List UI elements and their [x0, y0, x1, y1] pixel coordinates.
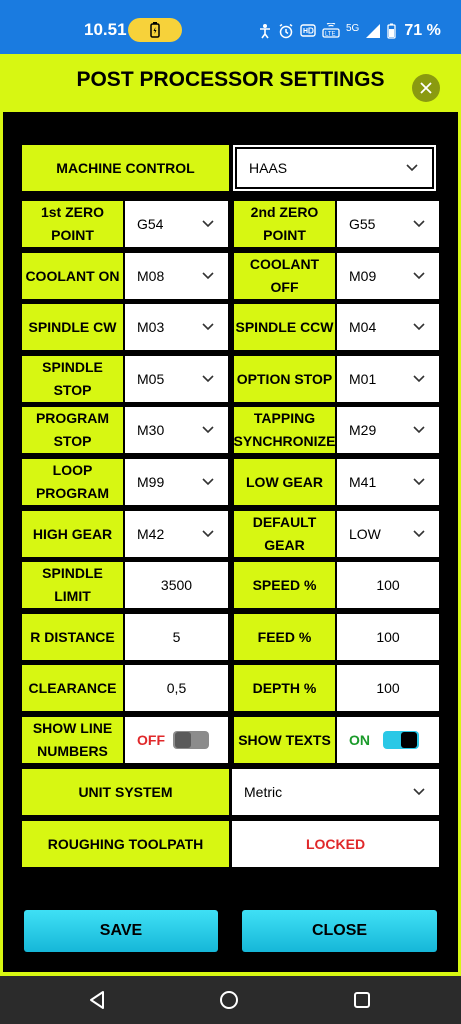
setting-label — [234, 511, 335, 557]
setting-value: G55 — [349, 216, 376, 232]
machine-control-value: HAAS — [249, 160, 288, 176]
setting-label-text: 1st ZERO POINT — [40, 204, 104, 243]
setting-label — [22, 201, 123, 247]
status-icons — [258, 18, 441, 44]
setting-label-text: LOOP PROGRAM — [35, 462, 110, 501]
setting-label — [234, 253, 335, 299]
nav-recents-icon[interactable] — [350, 988, 374, 1012]
setting-value: M30 — [137, 422, 165, 438]
setting-select[interactable] — [337, 253, 439, 299]
chevron-down-icon — [202, 426, 214, 434]
setting-label-text: COOLANT OFF — [249, 256, 320, 295]
setting-input[interactable] — [337, 614, 439, 660]
chevron-down-icon — [413, 220, 425, 228]
setting-label — [234, 562, 335, 608]
setting-input[interactable] — [125, 562, 228, 608]
chevron-down-icon — [413, 788, 425, 796]
setting-label-text: DEFAULT GEAR — [252, 514, 317, 553]
setting-value: M42 — [137, 526, 165, 542]
setting-label-text: PROGRAM STOP — [35, 410, 110, 449]
alarm-icon — [278, 23, 294, 39]
setting-label-text: SPINDLE LIMIT — [42, 565, 103, 604]
setting-select[interactable] — [125, 459, 228, 505]
setting-label-text: OPTION STOP — [236, 370, 333, 387]
battery-percentage: 71 % — [404, 22, 441, 39]
network-type: 5G — [346, 22, 360, 34]
setting-value: 0,5 — [166, 680, 187, 696]
setting-select[interactable] — [125, 511, 228, 557]
setting-input[interactable] — [125, 614, 228, 660]
show-line-numbers-state: OFF — [137, 732, 165, 748]
setting-select[interactable] — [125, 201, 228, 247]
setting-value: M04 — [349, 319, 377, 335]
toggle-knob — [175, 732, 191, 748]
toggle-knob — [401, 732, 417, 748]
show-texts-label: SHOW TEXTS — [234, 717, 335, 763]
setting-value: M05 — [137, 371, 165, 387]
show-texts-state: ON — [349, 732, 370, 748]
setting-select[interactable] — [125, 407, 228, 453]
setting-label — [234, 201, 335, 247]
setting-label-text: SPINDLE CW — [28, 318, 117, 335]
toggle-track — [383, 731, 419, 749]
roughing-toolpath-status: LOCKED — [232, 821, 439, 867]
volte-icon — [322, 23, 340, 39]
setting-value: M01 — [349, 371, 377, 387]
chevron-down-icon — [406, 164, 418, 172]
nav-home-icon[interactable] — [217, 988, 241, 1012]
setting-label-text: HIGH GEAR — [32, 525, 113, 542]
setting-value: M99 — [137, 474, 165, 490]
chevron-down-icon — [413, 530, 425, 538]
toggle-track — [173, 731, 209, 749]
setting-label — [22, 356, 123, 402]
setting-value: M03 — [137, 319, 165, 335]
battery-icon — [387, 23, 396, 39]
chevron-down-icon — [202, 478, 214, 486]
setting-select[interactable] — [337, 459, 439, 505]
setting-select[interactable] — [125, 304, 228, 350]
setting-value: 100 — [376, 629, 400, 645]
status-time: 10.51 — [84, 20, 127, 39]
chevron-down-icon — [413, 375, 425, 383]
setting-label — [22, 562, 123, 608]
setting-select[interactable] — [125, 356, 228, 402]
chevron-down-icon — [413, 272, 425, 280]
setting-label — [22, 253, 123, 299]
unit-system-select[interactable] — [232, 769, 439, 815]
setting-value: M09 — [349, 268, 377, 284]
setting-select[interactable] — [337, 201, 439, 247]
setting-label-text: CLEARANCE — [28, 679, 117, 696]
setting-label-text: SPINDLE CCW — [235, 318, 334, 335]
unit-system-label: UNIT SYSTEM — [22, 769, 229, 815]
chevron-down-icon — [202, 323, 214, 331]
setting-select[interactable] — [337, 407, 439, 453]
status-bar — [0, 0, 461, 54]
chevron-down-icon — [413, 426, 425, 434]
setting-label — [234, 614, 335, 660]
chevron-down-icon — [202, 530, 214, 538]
setting-value: 100 — [376, 577, 400, 593]
nav-back-icon[interactable] — [85, 988, 109, 1012]
chevron-down-icon — [202, 272, 214, 280]
close-button[interactable]: CLOSE — [242, 910, 437, 952]
chevron-down-icon — [202, 220, 214, 228]
setting-label-text: SPINDLE STOP — [42, 359, 103, 398]
setting-label-text: LOW GEAR — [246, 473, 323, 490]
roughing-toolpath-label: ROUGHING TOOLPATH — [22, 821, 229, 867]
setting-label-text: SPEED % — [252, 576, 317, 593]
setting-label — [22, 459, 123, 505]
setting-label — [22, 304, 123, 350]
dialog-title: POST PROCESSOR SETTINGS — [76, 68, 385, 91]
hd-voice-icon — [300, 23, 316, 39]
navigation-bar — [0, 976, 461, 1024]
setting-input[interactable] — [337, 665, 439, 711]
setting-value: M41 — [349, 474, 377, 490]
setting-select[interactable] — [337, 356, 439, 402]
setting-value: 5 — [172, 629, 181, 645]
close-icon[interactable] — [412, 74, 440, 102]
setting-label — [22, 511, 123, 557]
battery-charging-icon — [128, 18, 182, 42]
save-button[interactable]: SAVE — [24, 910, 218, 952]
setting-value: LOW — [349, 526, 381, 542]
machine-control-label: MACHINE CONTROL — [22, 145, 229, 191]
chevron-down-icon — [202, 375, 214, 383]
setting-label-text: R DISTANCE — [30, 628, 115, 645]
setting-label-text: COOLANT ON — [25, 267, 120, 284]
setting-select[interactable] — [337, 511, 439, 557]
setting-input[interactable] — [125, 665, 228, 711]
setting-label-text: TAPPING SYNCHRONIZE — [233, 410, 336, 449]
svg-text:LTE: LTE — [325, 31, 336, 38]
setting-select[interactable] — [337, 304, 439, 350]
setting-label — [22, 407, 123, 453]
setting-label — [234, 665, 335, 711]
setting-label — [22, 614, 123, 660]
signal-icon — [365, 23, 381, 39]
setting-select[interactable] — [125, 253, 228, 299]
machine-control-select[interactable] — [235, 147, 434, 189]
setting-value: M08 — [137, 268, 165, 284]
setting-value: 100 — [376, 680, 400, 696]
setting-label — [234, 356, 335, 402]
setting-value: M29 — [349, 422, 377, 438]
accessibility-icon — [258, 23, 272, 39]
chevron-down-icon — [413, 323, 425, 331]
setting-value: G54 — [137, 216, 164, 232]
show-line-numbers-label: SHOW LINE NUMBERS — [22, 717, 123, 763]
setting-label — [234, 304, 335, 350]
unit-system-value: Metric — [244, 784, 283, 800]
chevron-down-icon — [413, 478, 425, 486]
setting-label — [234, 459, 335, 505]
show-line-numbers-toggle[interactable] — [125, 717, 228, 763]
setting-label-text: DEPTH % — [252, 679, 317, 696]
setting-label — [22, 665, 123, 711]
setting-input[interactable] — [337, 562, 439, 608]
show-texts-toggle[interactable] — [337, 717, 439, 763]
setting-label-text: FEED % — [257, 628, 312, 645]
setting-label-text: 2nd ZERO POINT — [250, 204, 319, 243]
setting-label — [234, 407, 335, 453]
setting-value: 3500 — [160, 577, 193, 593]
